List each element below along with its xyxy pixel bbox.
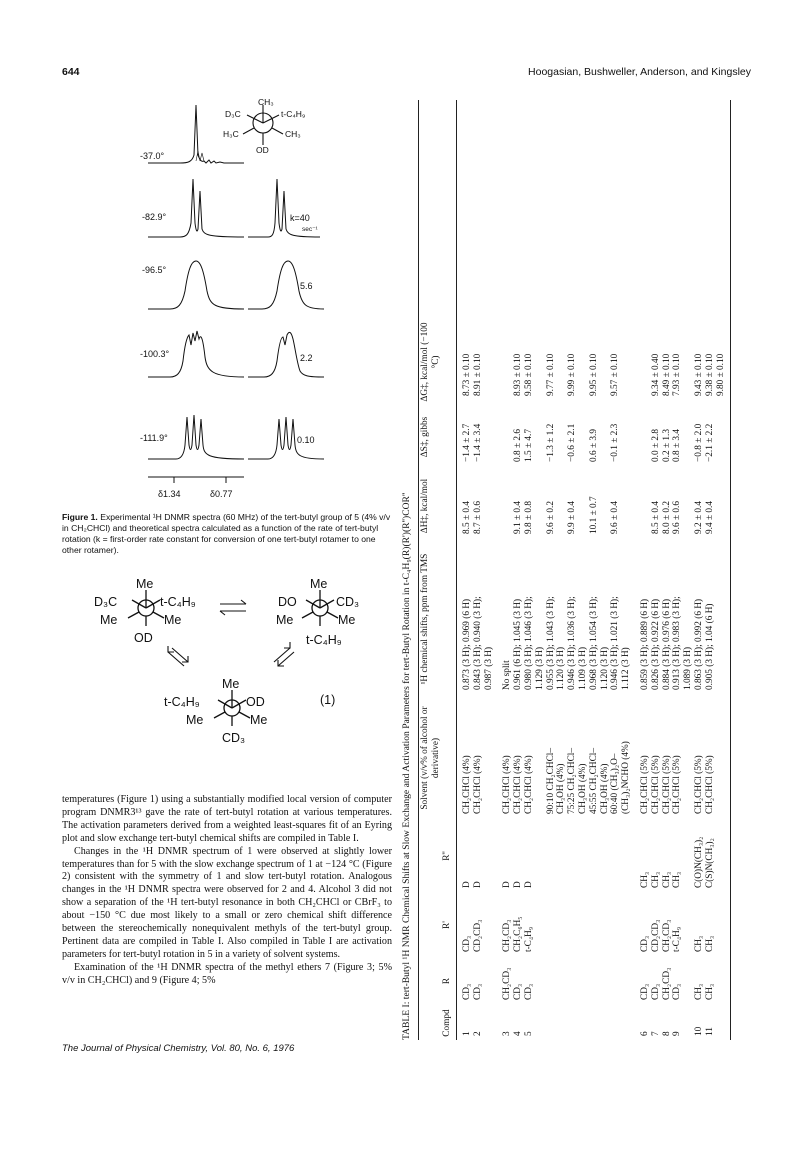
- table-cell-r2: D: [513, 881, 524, 888]
- table-cell-shifts: 0.863 (3 H); 0.992 (6 H): [694, 598, 704, 690]
- table-cell-ds: −1.4 ± 2.7: [462, 423, 472, 462]
- table-cell-shifts: 0.913 (3 H); 0.983 (3 H);: [672, 596, 683, 690]
- table-cell-r2: D: [462, 881, 472, 888]
- spectrum-calc-5.6: [248, 261, 324, 309]
- body-paragraph-1: temperatures (Figure 1) using a substantially modified local version of computer program DNMR3¹³ gave the rate of tert-butyl rotation at various temperatures. The activation parameters derived from a weighted least-squares fit of an Eyring plot and slow exchange tert-butyl chemical shifts are compiled in Table I.: [62, 794, 392, 844]
- table-cell-shifts: 0.946 (3 H); 1.036 (3 H);: [567, 596, 578, 690]
- table-cell-r: CD₃: [462, 983, 472, 1000]
- table-cell-r1: t-C₄H₉: [524, 926, 534, 952]
- table-cell-shifts: 1.109 (3 H): [578, 646, 588, 690]
- journal-footer: The Journal of Physical Chemistry, Vol. 80, No. 6, 1976: [62, 1043, 295, 1054]
- table-cell-compd: 2: [472, 1031, 483, 1036]
- table-cell-dg: 9.57 ± 0.10: [610, 353, 621, 396]
- table-cell-dg: 9.95 ± 0.10: [588, 353, 599, 396]
- col-ds: ΔS‡, gibbs: [420, 416, 430, 458]
- table-cell-r2: CH₃: [661, 871, 672, 888]
- axis-tick-2-label: δ0.77: [210, 489, 233, 499]
- table-cell-shifts: 0.884 (3 H); 0.976 (6 H): [661, 598, 672, 690]
- rotamer-2-right: CD₃: [336, 595, 360, 609]
- table-cell-solvent: CH₃OH (4%): [556, 763, 567, 814]
- table-cell-compd: 4: [513, 1031, 524, 1036]
- table-cell-dg: 7.93 ± 0.10: [672, 353, 683, 396]
- table-cell-solvent: CH₂CHCl (5%): [672, 755, 683, 814]
- table-cell-r2: C(O)N(CH₃)₂: [694, 836, 704, 888]
- col-dg: ΔG‡, kcal/mol (−100 °C): [420, 322, 441, 402]
- table-1: [402, 85, 782, 1040]
- table-cell-dh: 10.1 ± 0.7: [588, 496, 599, 534]
- table-cell-compd: 5: [524, 1031, 534, 1036]
- table-cell-shifts: 1.129 (3 H): [534, 646, 545, 690]
- table-cell-shifts: 1.120 (3 H): [556, 646, 567, 690]
- table-cell-solvent: CH₂CHCl (5%): [661, 755, 672, 814]
- table-cell-ds: 1.5 ± 4.7: [524, 429, 534, 462]
- table-top-rule: [418, 100, 419, 1040]
- table-cell-dh: 9.1 ± 0.4: [513, 501, 524, 534]
- table-cell-dg: 8.49 ± 0.10: [661, 353, 672, 396]
- table-cell-ds: 0.8 ± 2.6: [513, 429, 524, 462]
- table-cell-r2: D: [502, 881, 513, 888]
- rotamer-2-left: DO: [278, 595, 297, 609]
- temp-label-5: -111.9°: [140, 433, 168, 443]
- rate-5.6-label: 5.6: [300, 281, 313, 291]
- table-cell-shifts: 0.859 (3 H); 0.889 (6 H): [640, 598, 650, 690]
- table-cell-solvent: 90:10 CH₂CHCl–: [545, 747, 556, 814]
- structure-right-label: t-C₄H₉: [281, 109, 306, 119]
- col-shifts: ¹H chemical shifts, ppm from TMS: [420, 553, 430, 685]
- table-cell-compd: 8: [661, 1031, 672, 1036]
- table-cell-r2: CH₃: [640, 871, 650, 888]
- table-cell-solvent: CH₂CHCl (4%): [502, 755, 513, 814]
- table-cell-solvent: CH₂CHCl (5%): [640, 755, 650, 814]
- rotamer-1-right: t-C₄H₉: [160, 595, 196, 609]
- table-cell-dh: 9.2 ± 0.4: [694, 501, 704, 534]
- rate-unit-label: sec⁻¹: [302, 226, 318, 233]
- table-cell-solvent: CH₂CHCl (5%): [694, 755, 704, 814]
- table-header-rule: [456, 100, 457, 1040]
- table-cell-solvent: 45:55 CH₂CHCl–: [588, 747, 599, 814]
- structure-bottom-label: OD: [256, 145, 269, 155]
- table-cell-dh: 8.7 ± 0.6: [472, 501, 483, 534]
- temp-label-2: -82.9°: [142, 212, 167, 222]
- table-cell-solvent: (CH₃)₂NCHO (4%): [621, 741, 632, 814]
- table-cell-solvent: CH₂CHCl (5%): [704, 755, 715, 814]
- rate-k40-label: k=40: [290, 213, 310, 223]
- col-r1: R': [442, 921, 452, 929]
- col-solvent: Solvent (v/v% of alcohol or derivative): [420, 706, 441, 810]
- table-cell-compd: 3: [502, 1031, 513, 1036]
- table-cell-solvent: CH₂CHCl (5%): [650, 755, 661, 814]
- rotamer-1-lower-left: Me: [100, 613, 118, 627]
- table-cell-ds: −1.4 ± 3.4: [472, 423, 483, 462]
- rotamer-1-left: D₃C: [94, 595, 118, 609]
- table-cell-dh: 9.6 ± 0.2: [545, 501, 556, 534]
- body-paragraph-2: Changes in the ¹H DNMR spectrum of 1 were observed at slightly lower temperatures than for 5 with the slow exchange spectrum of 1 at −124 °C (Figure 2) consistent with the symmetry of 1 and slow tert-butyl rotation. Analogous changes in the ¹H DNMR spectra were observed for 2 and 4. Alcohol 3 did not show a separation of the ¹H tert-butyl resonance in both CH₂CHCl or CBrF₃ to about −150 °C due most likely to a small or zero chemical shift difference between the stereochemically nonequivalent methyls of the tert-butyl group. Pertinent data are compiled in Table I. Also compiled in Table I are activation parameters for tert-butyl rotation in 5 in a variety of solvent systems.: [62, 845, 392, 960]
- table-cell-r2: D: [472, 881, 483, 888]
- table-cell-r1: CH₂C₆H₅: [513, 916, 524, 952]
- table-cell-r1: CH₂CD₃: [661, 919, 672, 952]
- table-cell-r1: CH₂CD₃: [502, 919, 513, 952]
- rate-0.10-label: 0.10: [297, 435, 315, 445]
- table-cell-compd: 7: [650, 1031, 661, 1036]
- temp-label-3: -96.5°: [142, 265, 167, 275]
- table-cell-solvent: CH₂CHCl (4%): [472, 755, 483, 814]
- rotamer-equilibrium-scheme: [84, 578, 384, 790]
- table-cell-solvent: CH₂CHCl (4%): [513, 755, 524, 814]
- table-cell-shifts: 0.843 (3 H); 0.940 (3 H);: [472, 596, 483, 690]
- col-r2: R'': [442, 851, 452, 861]
- table-cell-dg: 9.34 ± 0.40: [650, 353, 661, 396]
- table-cell-shifts: 1.120 (3 H): [599, 646, 610, 690]
- table-cell-dh: 8.5 ± 0.4: [650, 501, 661, 534]
- table-cell-compd: 10: [694, 1026, 704, 1036]
- table-cell-dg: 8.91 ± 0.10: [472, 353, 483, 396]
- body-text: [62, 794, 392, 988]
- table-cell-ds: 0.2 ± 1.3: [661, 429, 672, 462]
- table-cell-r1: CD₃: [640, 935, 650, 952]
- table-cell-r2: C(S)N(CH₃)₂: [704, 838, 715, 888]
- running-header-authors: Hoogasian, Bushweller, Anderson, and Kingsley: [528, 66, 751, 78]
- table-cell-dg-extra: 9.80 ± 0.10: [715, 353, 726, 396]
- table-cell-dg: 9.99 ± 0.10: [567, 353, 578, 396]
- rotamer-3-lower-right: Me: [250, 713, 268, 727]
- table-cell-r1: CD₃: [462, 935, 472, 952]
- table-cell-ds: −0.1 ± 2.3: [610, 423, 621, 462]
- table-cell-shifts: 0.873 (3 H); 0.969 (6 H): [462, 598, 472, 690]
- rotamer-3-bottom: CD₃: [222, 731, 246, 745]
- rotamer-3-top: Me: [222, 677, 240, 691]
- rotamer-3-right: OD: [246, 695, 265, 709]
- figure-1-caption-label: Figure 1.: [62, 512, 98, 522]
- rotamer-1-top: Me: [136, 578, 154, 591]
- table-cell-shifts: 0.968 (3 H); 1.054 (3 H);: [588, 596, 599, 690]
- figure-1-caption-text: Experimental ¹H DNMR spectra (60 MHz) of the tert-butyl group of 5 (4% v/v in CH₂CHCl) and theoretical spectra calculated as a function of the rate of tert-butyl rotation (k = first-order rate constant for conversion of one tert-butyl rotamer to one other rotamer).: [62, 512, 391, 555]
- figure-1-dnmr-spectra: [140, 95, 390, 507]
- table-cell-r: CD₃: [640, 983, 650, 1000]
- table-cell-ds: −1.3 ± 1.2: [545, 423, 556, 462]
- table-cell-shifts: 0.946 (3 H); 1.021 (3 H);: [610, 596, 621, 690]
- table-cell-r: CD₃: [672, 983, 683, 1000]
- table-cell-ds: −0.6 ± 2.1: [567, 423, 578, 462]
- table-cell-r: CD₃: [650, 983, 661, 1000]
- table-cell-dg: 9.43 ± 0.10: [694, 353, 704, 396]
- table-cell-shifts: 0.987 (3 H): [483, 646, 494, 690]
- table-cell-r: CD₃: [472, 983, 483, 1000]
- table-cell-shifts: No split: [502, 660, 513, 690]
- table-cell-ds: −0.8 ± 2.0: [694, 423, 704, 462]
- table-cell-shifts: 0.905 (3 H); 1.04 (6 H): [704, 603, 715, 690]
- rotamer-3-lower-left: Me: [186, 713, 204, 727]
- figure-1-caption: [62, 512, 392, 556]
- table-cell-dh: 8.0 ± 0.2: [661, 501, 672, 534]
- table-cell-solvent: CH₃OH (4%): [599, 763, 610, 814]
- table-cell-dh: 9.6 ± 0.6: [672, 501, 683, 534]
- rotamer-2-bottom: t-C₄H₉: [306, 633, 342, 647]
- table-cell-shifts: 0.961 (6 H); 1.045 (3 H): [513, 598, 524, 690]
- table-cell-solvent: CH₂CHCl (4%): [524, 755, 534, 814]
- table-cell-solvent: CH₃OH (4%): [578, 763, 588, 814]
- table-cell-r1: t-C₄H₉: [672, 926, 683, 952]
- axis-tick-1-label: δ1.34: [158, 489, 181, 499]
- table-cell-shifts: 0.826 (3 H); 0.922 (6 H): [650, 598, 661, 690]
- temp-label-4: -100.3°: [140, 349, 170, 359]
- structure-lower-right-label: CH₃: [285, 129, 301, 139]
- page-number: 644: [62, 66, 80, 78]
- rate-2.2-label: 2.2: [300, 353, 313, 363]
- equation-number: (1): [320, 693, 336, 707]
- table-cell-r1: CH₃: [694, 935, 704, 952]
- table-cell-dh: 8.5 ± 0.4: [462, 501, 472, 534]
- table-cell-r: CH₃: [704, 983, 715, 1000]
- table-cell-solvent: CH₂CHCl (4%): [462, 755, 472, 814]
- table-cell-r1: CD₂CD₃: [650, 919, 661, 952]
- rotamer-1-bottom: OD: [134, 631, 153, 645]
- structure-left-label: D₃C: [225, 109, 241, 119]
- col-compd: Compd: [442, 1009, 452, 1037]
- structure-lower-left-label: H₃C: [223, 129, 239, 139]
- table-cell-dg: 8.73 ± 0.10: [462, 353, 472, 396]
- table-cell-compd: 6: [640, 1031, 650, 1036]
- table-cell-compd: 11: [704, 1027, 715, 1036]
- table-cell-shifts: 1.112 (3 H): [621, 647, 632, 690]
- rotamer-2-lower-left: Me: [276, 613, 294, 627]
- body-paragraph-3: Examination of the ¹H DNMR spectra of the methyl ethers 7 (Figure 3; 5% v/v in CH₂CHCl) and 9 (Figure 4; 5%: [62, 961, 392, 986]
- table-cell-dg: 9.58 ± 0.10: [524, 353, 534, 396]
- table-cell-dh: 9.6 ± 0.4: [610, 501, 621, 534]
- table-cell-solvent: 60:40 (CH₃)₂O–: [610, 753, 621, 814]
- table-cell-r2: CH₃: [672, 871, 683, 888]
- spectrum-calc-2.2: [248, 332, 324, 377]
- table-cell-r: CH₂CD₃: [502, 967, 513, 1000]
- table-cell-dh: 9.8 ± 0.8: [524, 501, 534, 534]
- table-cell-r1: CD₂CD₃: [472, 919, 483, 952]
- table-cell-shifts: 0.980 (3 H); 1.046 (3 H);: [524, 596, 534, 690]
- col-dh: ΔH‡, kcal/mol: [420, 478, 430, 534]
- table-caption: TABLE I: tert-Butyl ¹H NMR Chemical Shifts at Slow Exchange and Activation Parameters for tert-Butyl Rotation in t-C₄H₉(R)(R')(R'')COR'': [401, 492, 412, 1040]
- table-cell-dh: 9.4 ± 0.4: [704, 501, 715, 534]
- table-cell-dg: 9.77 ± 0.10: [545, 353, 556, 396]
- table-cell-compd: 1: [462, 1031, 472, 1036]
- rotamer-3-left: t-C₄H₉: [164, 695, 200, 709]
- table-cell-r: CD₃: [524, 983, 534, 1000]
- table-cell-dg: 9.38 ± 0.10: [704, 353, 715, 396]
- rotamer-2-lower-right: Me: [338, 613, 356, 627]
- table-cell-r1: CH₃: [704, 935, 715, 952]
- table-cell-ds: 0.0 ± 2.8: [650, 429, 661, 462]
- table-cell-ds: 0.6 ± 3.9: [588, 429, 599, 462]
- table-cell-dh: 9.9 ± 0.4: [567, 501, 578, 534]
- table-cell-r: CD₃: [513, 983, 524, 1000]
- temp-label-1: -37.0°: [140, 151, 165, 161]
- table-cell-compd: 9: [672, 1031, 683, 1036]
- table-cell-r: CH₂CD₃: [661, 967, 672, 1000]
- table-cell-r2: CH₃: [650, 871, 661, 888]
- table-bottom-rule: [730, 100, 731, 1040]
- col-r: R: [442, 977, 452, 985]
- table-cell-ds: 0.8 ± 3.4: [672, 429, 683, 462]
- table-cell-r2: D: [524, 881, 534, 888]
- table-cell-shifts: 0.955 (3 H); 1.043 (3 H);: [545, 596, 556, 690]
- table-cell-shifts: 1.089 (3 H): [683, 646, 694, 690]
- table-cell-solvent: 75:25 CH₂CHCl–: [567, 747, 578, 814]
- table-cell-r: CH₃: [694, 983, 704, 1000]
- newman-projection-structure: [243, 105, 283, 145]
- rotamer-2-top: Me: [310, 578, 328, 591]
- structure-top-label: CH₃: [258, 97, 274, 107]
- rotamer-1-lower-right: Me: [164, 613, 182, 627]
- table-cell-ds: −2.1 ± 2.2: [704, 423, 715, 462]
- spectrum-exp-minus82: [148, 179, 244, 237]
- table-cell-dg: 8.93 ± 0.10: [513, 353, 524, 396]
